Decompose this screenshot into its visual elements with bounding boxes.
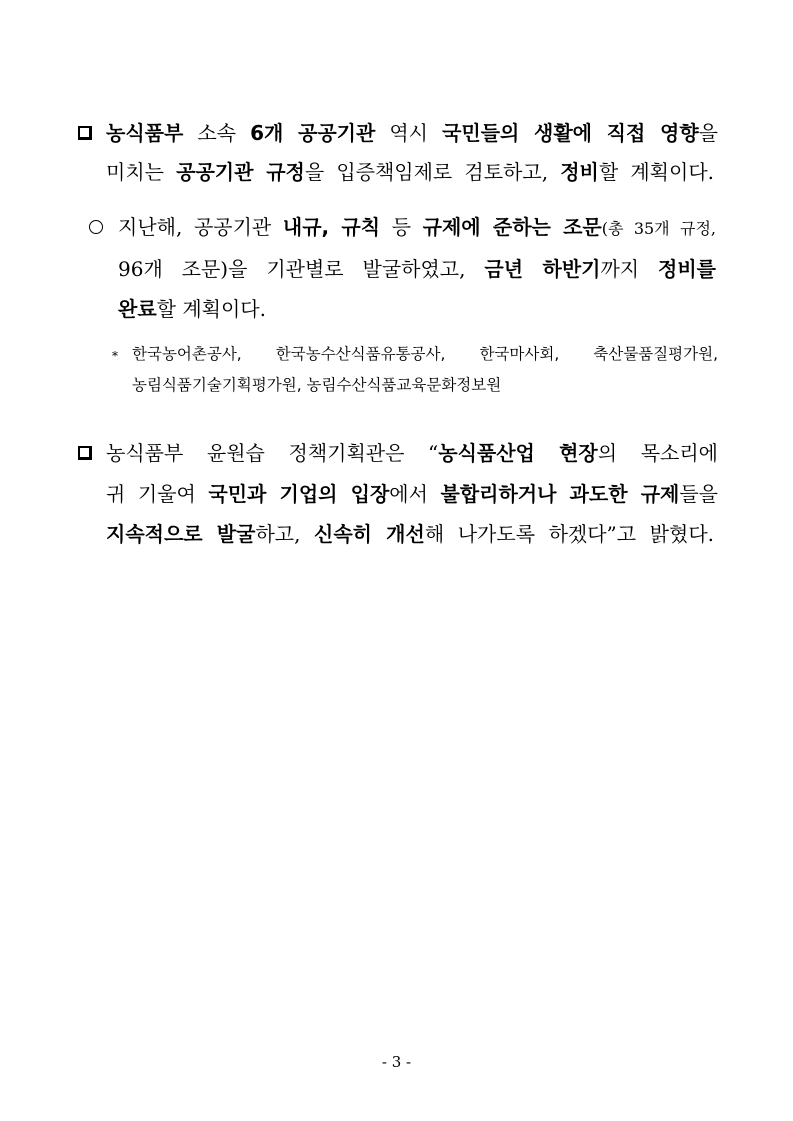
text: 들을	[679, 482, 718, 506]
text: 해 나가도록 하겠다”고 밝혔다.	[424, 522, 715, 546]
text: 귀 기울여	[106, 482, 209, 506]
paragraph-2-line-2	[118, 250, 716, 288]
circle-bullet-icon	[89, 220, 103, 234]
text-bold: 완료	[118, 297, 157, 321]
note-line-2: 농림식품기술기획평가원, 농림수산식품교육문화정보원	[132, 376, 502, 394]
paragraph-2-line-1	[118, 208, 716, 246]
square-bullet-icon	[78, 446, 92, 460]
text-bold: 농식품산업 현장	[438, 441, 598, 465]
text: 96개 조문)을 기관별로 발굴하였고,	[118, 257, 485, 281]
square-bullet-icon	[78, 126, 92, 140]
text-bold: 내규, 규칙	[282, 215, 381, 239]
paragraph-1-line-2	[106, 153, 714, 191]
text: 할 계획이다.	[156, 297, 266, 321]
paragraph-2-line-3	[118, 290, 266, 328]
text: 에서	[389, 482, 441, 506]
text-bold: 국민과 기업의 입장	[208, 482, 390, 506]
text-small: (총 35개 규정,	[601, 219, 717, 238]
text: 까지	[600, 257, 659, 281]
page-number: - 3 -	[381, 1053, 412, 1071]
text-bold: 불합리하거나 과도한 규제	[440, 482, 680, 506]
text-bold: 농식품부	[106, 121, 184, 145]
paragraph-3-line-1	[106, 434, 718, 472]
paragraph-3-line-3	[106, 515, 714, 553]
text: 하고,	[255, 522, 315, 546]
asterisk-marker: *	[112, 349, 118, 363]
text: 을	[698, 121, 718, 145]
paragraph-1-line-1	[106, 114, 718, 152]
text-bold: 지속적으로 발굴	[106, 522, 256, 546]
note-line-1: 한국농어촌공사, 한국농수산식품유통공사, 한국마사회, 축산물품질평가원,	[132, 345, 718, 363]
text: 의 목소리에	[597, 441, 718, 465]
text-bold: 6개 공공기관	[250, 121, 376, 145]
text-bold: 정비를	[658, 257, 716, 281]
text-bold: 공공기관 규정	[176, 160, 305, 184]
text-bold: 신속히 개선	[314, 522, 425, 546]
text: 등	[380, 215, 423, 239]
paragraph-3-line-2	[106, 475, 718, 513]
text: 소속	[183, 121, 251, 145]
text-bold: 국민들의 생활에 직접 영향	[442, 121, 699, 145]
text: 미치는	[106, 160, 177, 184]
text: 역시	[375, 121, 443, 145]
text: 지난해, 공공기관	[118, 215, 283, 239]
text: 할 계획이다.	[598, 160, 714, 184]
text: 농식품부 윤원습 정책기획관은 “	[106, 441, 439, 465]
text: 을 입증책임제로 검토하고,	[304, 160, 561, 184]
text-bold: 금년 하반기	[484, 257, 601, 281]
text-bold: 규제에 준하는 조문	[422, 215, 602, 239]
text-bold: 정비	[560, 160, 599, 184]
